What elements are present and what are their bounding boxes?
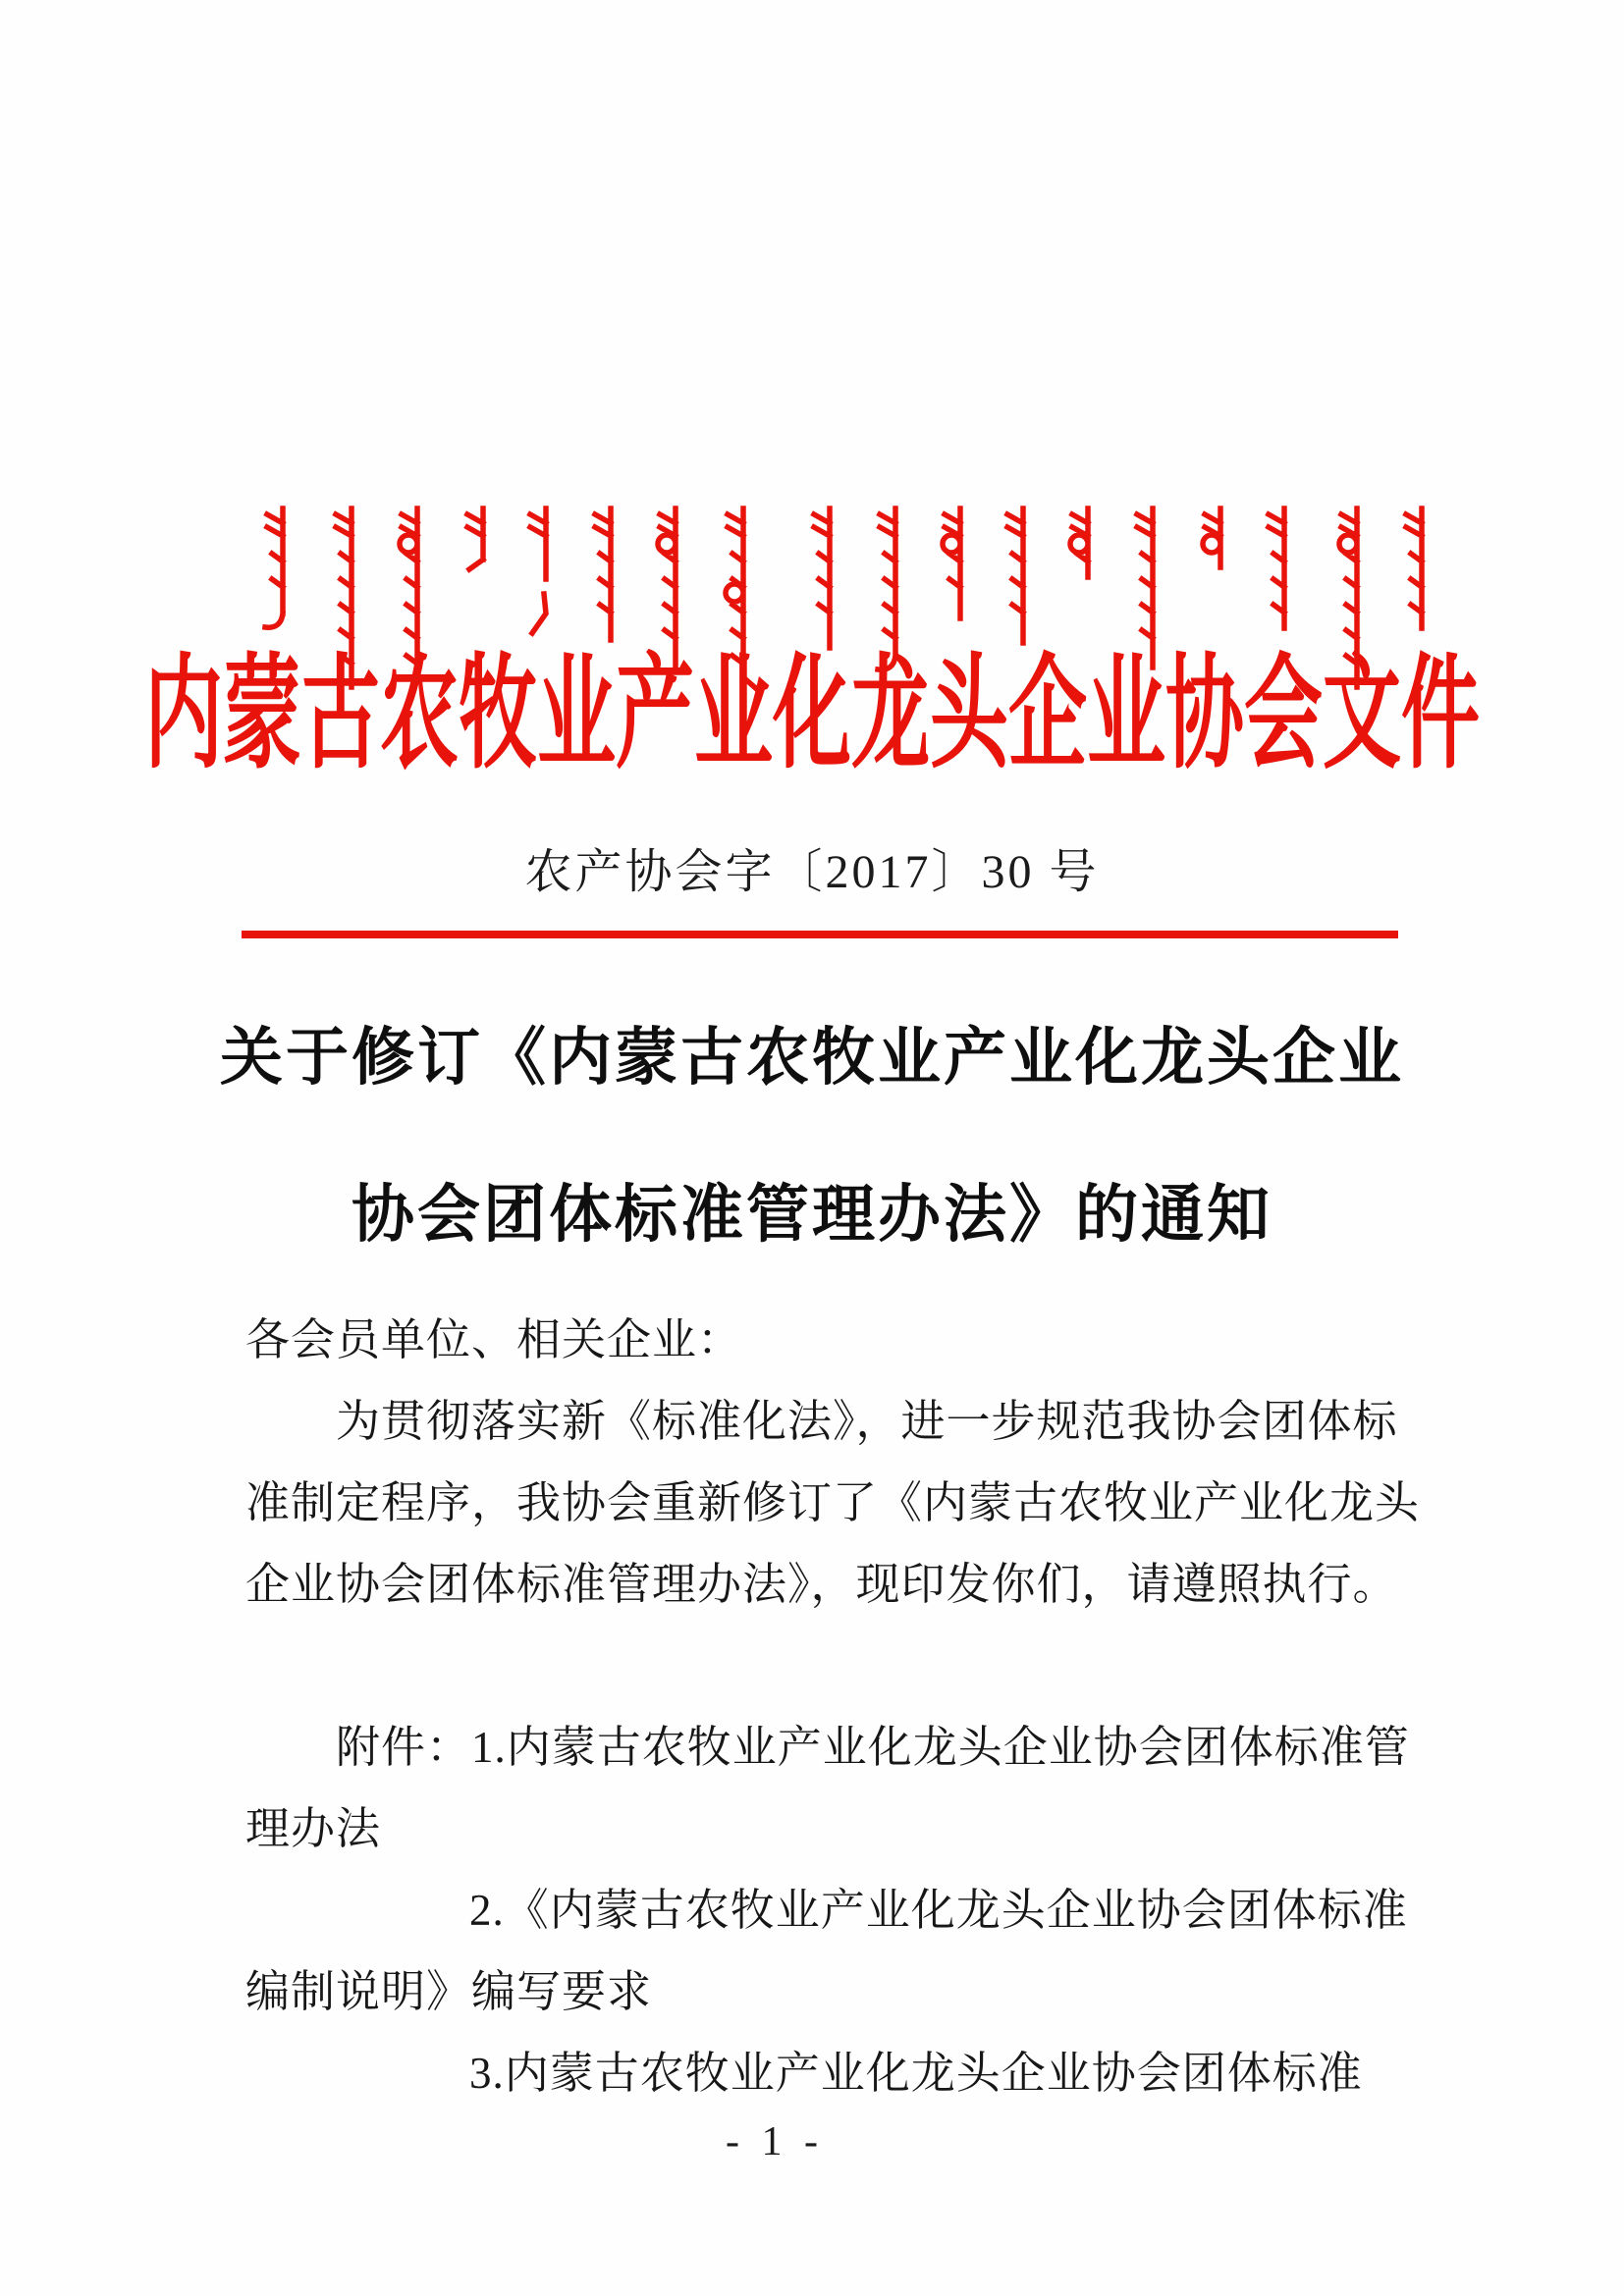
letterhead-org-name: 内蒙古农牧业产业化龙头企业协会文件 <box>144 647 1480 784</box>
notice-title-line2: 协会团体标准管理办法》的通知 <box>352 1180 1272 1250</box>
salutation-line: 各会员单位、相关企业： <box>245 1315 743 1364</box>
notice-title-line1: 关于修订《内蒙古农牧业产业化龙头企业 <box>220 1023 1404 1093</box>
attachment-line: 2.《内蒙古农牧业产业化龙头企业协会团体标准 <box>469 1886 1408 1935</box>
paragraph-line: 准制定程序，我协会重新修订了《内蒙古农牧业产业化龙头 <box>245 1478 1421 1527</box>
paragraph-line: 企业协会团体标准管理办法》，现印发你们，请遵照执行。 <box>245 1560 1398 1609</box>
paragraph-line: 为贯彻落实新《标准化法》，进一步规范我协会团体标 <box>336 1397 1398 1446</box>
attachment-line: 编制说明》编写要求 <box>245 1967 653 2016</box>
attachment-line: 3.内蒙古农牧业产业化龙头企业协会团体标准 <box>469 2049 1363 2098</box>
attachment-line: 附件：1.内蒙古农牧业产业化龙头企业协会团体标准管 <box>336 1723 1410 1772</box>
notice-body <box>245 1300 1421 2114</box>
document-number: 农产协会字〔2017〕30 号 <box>524 846 1100 898</box>
attachment-line: 理办法 <box>245 1804 382 1853</box>
page-number: - 1 - <box>726 2119 824 2164</box>
red-divider-line <box>242 931 1398 938</box>
